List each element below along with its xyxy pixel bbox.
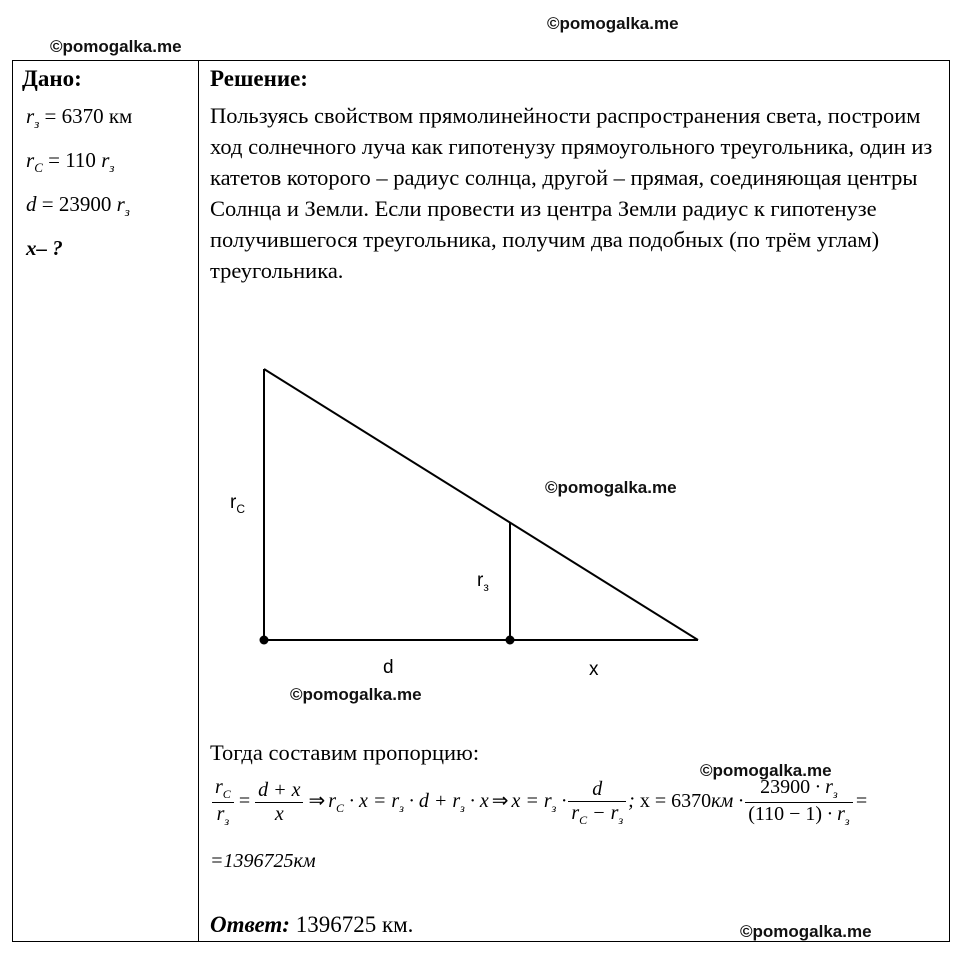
label-rz: $r_з$ bbox=[477, 570, 489, 594]
earth-center-point bbox=[506, 636, 515, 645]
solution-title: Решение: bbox=[210, 66, 308, 91]
given-r-earth: $r_з = 6370$ км bbox=[26, 104, 133, 132]
watermark: ©pomogalka.me bbox=[545, 478, 677, 497]
watermark: ©pomogalka.me bbox=[547, 14, 679, 33]
watermark: ©pomogalka.me bbox=[740, 922, 872, 941]
hypotenuse-line bbox=[264, 369, 698, 640]
label-x: x bbox=[589, 659, 599, 680]
label-d: d bbox=[383, 657, 394, 678]
then-text: Тогда составим пропорцию: bbox=[210, 740, 480, 765]
given-unknown: x– ? bbox=[26, 236, 63, 260]
formula-result: =1396725км bbox=[210, 850, 316, 872]
solution-paragraph: Пользуясь свойством прямолинейности распространения света, построим ход солнечного луча как гипотенузу прямоугольного треугольника, один из катетов которого – радиус солнца, другой – прямая, соединяющая центры Солнца и Земли. Если провести из центра Земли радиус к гипотенузе получившегося треугольника, получим два подобных (по трём углам) треугольника. bbox=[210, 103, 933, 283]
proportion-formula: $\frac{r_C}{r_з}$ = $\frac{d + x}{x}$ ⇒ $r_C \cdot x = r_з \cdot d + r_з \cdot x$ ⇒ $x = r_з$ · $\frac{d}{r_C - r_з}$ ; x = 6370км · $\frac{23900 \cdot r_з}{(110 - 1) \cdot r_з}$ = bbox=[210, 776, 868, 829]
watermark: ©pomogalka.me bbox=[50, 37, 182, 56]
given-distance: d = 23900 $r_з$ bbox=[26, 192, 130, 220]
watermark: ©pomogalka.me bbox=[290, 685, 422, 704]
sun-center-point bbox=[260, 636, 269, 645]
watermark: ©pomogalka.me bbox=[700, 761, 832, 780]
answer-line: Ответ: 1396725 км. bbox=[210, 912, 414, 937]
label-rc: $r_C$ bbox=[230, 492, 245, 516]
given-title: Дано: bbox=[22, 66, 82, 91]
given-r-sun: $r_C = 110$ $r_з$ bbox=[26, 148, 115, 176]
